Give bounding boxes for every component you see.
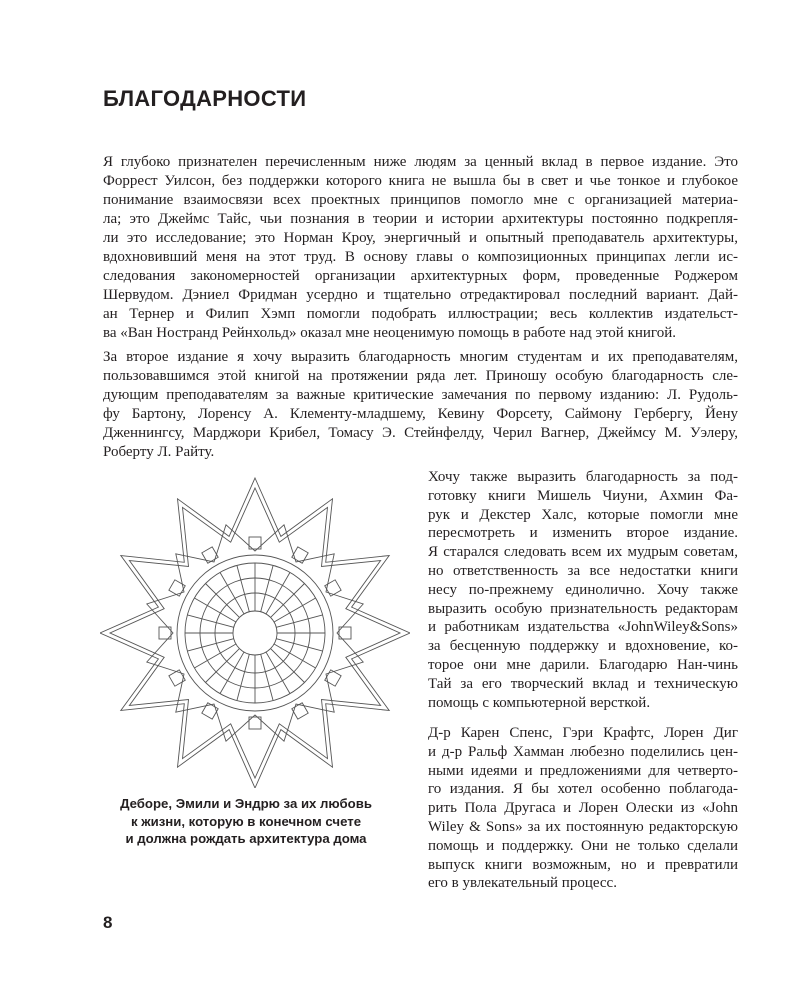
text-line: Д-р Карен Спенс, Гэри Крафтс, Лорен Диг	[428, 725, 738, 741]
text-line: Я старался следовать всем их мудрым советам,	[428, 544, 738, 561]
text-line: за бесценную поддержку и вдохновение, ко-	[428, 638, 738, 655]
text-line: рить Пола Другаса и Лорен Олески из «John	[428, 800, 738, 817]
paragraph-second-edition	[103, 348, 738, 462]
text-line: ва «Ван Ностранд Рейнхольд» оказал мне неоценимую помощь в работе над этой книгой.	[103, 325, 676, 341]
text-line: Дженнингсу, Марджори Крибел, Томасу Э. Стейнфелду, Черил Вагнер, Джеймсу М. Уэлеру,	[103, 425, 738, 441]
drawing-stroke	[233, 611, 277, 655]
text-line: и д-р Ральф Хамман любезно поделились цен-	[428, 743, 738, 760]
text-line: помощь с компьютерной версткой.	[428, 694, 651, 711]
text-line: За второе издание я хочу выразить благодарность многим студентам и их преподавателям,	[103, 349, 738, 365]
caption-line: к жизни, которую в конечном счете	[130, 813, 362, 829]
text-line: Хочу также выразить благодарность за под-	[428, 469, 738, 485]
page-title: БЛАГОДАРНОСТИ	[103, 86, 307, 111]
text-line: Форрест Уилсон, без поддержки которого книга не вышла бы в свет и чье тонкое и глубокое	[103, 173, 738, 189]
drawing-stroke	[110, 488, 400, 778]
text-line: готовку книги Мишель Чиуни, Ахмин Фа-	[428, 487, 738, 504]
text-line: Роберту Л. Райту.	[103, 444, 215, 460]
text-line: го издания. Я бы хотел особенно поблагода-	[428, 781, 738, 798]
drawing-stroke	[100, 478, 410, 788]
dedication-caption	[92, 795, 400, 848]
text-line: Шервудом. Дэниел Фридман усердно и тщательно отредактировал последний вариант. Дай-	[103, 287, 738, 303]
text-line: помощь и поддержку. Они не только сделали	[428, 837, 738, 854]
text-line: Wiley & Sons» за их постоянную редакторскую	[428, 818, 738, 835]
text-line: фу Бартону, Лоренсу А. Клементу-младшему, Кевину Форсету, Саймону Гербергу, Йену	[103, 406, 738, 422]
star-fort-plan-illustration	[100, 468, 410, 788]
page-number: 8	[103, 913, 113, 932]
text-line: торое они мне дарили. Благодарю Нан-чинь	[428, 656, 738, 673]
paragraph-fourth-edition	[428, 724, 738, 893]
text-line: выпуск книги возможным, но и превратили	[428, 856, 738, 873]
text-line: его в увлекательный процесс.	[428, 875, 617, 892]
text-line: ла; это Джеймс Тайс, чьи познания в теории и истории архитектуры постоянно подкрепля-	[103, 211, 738, 227]
text-line: выразить особую признательность редакторам	[428, 600, 738, 617]
text-line: дующим преподавателям за важные критические замечания по первому изданию: Л. Рудоль-	[103, 387, 738, 403]
text-line: но ответственность за все недостатки книги	[428, 562, 738, 579]
caption-line: Деборе, Эмили и Эндрю за их любовь	[120, 796, 372, 811]
paragraph-preparation-thanks	[428, 468, 738, 712]
text-line: ли это исследование; это Норман Кроу, энергичный и опытный преподаватель архитектуры,	[103, 230, 738, 246]
drawing-stroke	[147, 525, 363, 741]
paragraph-first-edition	[103, 153, 738, 343]
text-line: и работникам издательства «JohnWiley&Sons»	[428, 619, 738, 636]
text-line: Я глубоко признателен перечисленным ниже людям за ценный вклад в первое издание. Это	[103, 154, 738, 170]
text-line: Тай за его творческий вклад и техническую	[428, 675, 738, 692]
text-line: ными идеями и предложениями для четверто-	[428, 762, 738, 779]
caption-line: и должна рождать архитектура дома	[125, 831, 367, 846]
text-line: рук и Декстер Халс, которые помогли мне	[428, 506, 738, 523]
text-line: ан Тернер и Филип Хэмп помогли подобрать иллюстрации; весь коллектив издательст-	[103, 306, 738, 322]
text-line: следования закономерностей организации архитектурных форм, проведенные Роджером	[103, 268, 738, 284]
text-line: вдохновивший меня на этот труд. В основу главы о композиционных принципах легли ис-	[103, 249, 738, 265]
text-line: понимание взаимосвязи всех проектных принципов помогло мне с организацией материа-	[103, 192, 738, 208]
text-line: несу по-прежнему единолично. Хочу также	[428, 581, 738, 598]
text-line: пересмотреть и изменить второе издание.	[428, 525, 738, 542]
text-line: пользовавшимся этой книгой на протяжении ряда лет. Приношу особую благодарность сле-	[103, 368, 738, 384]
